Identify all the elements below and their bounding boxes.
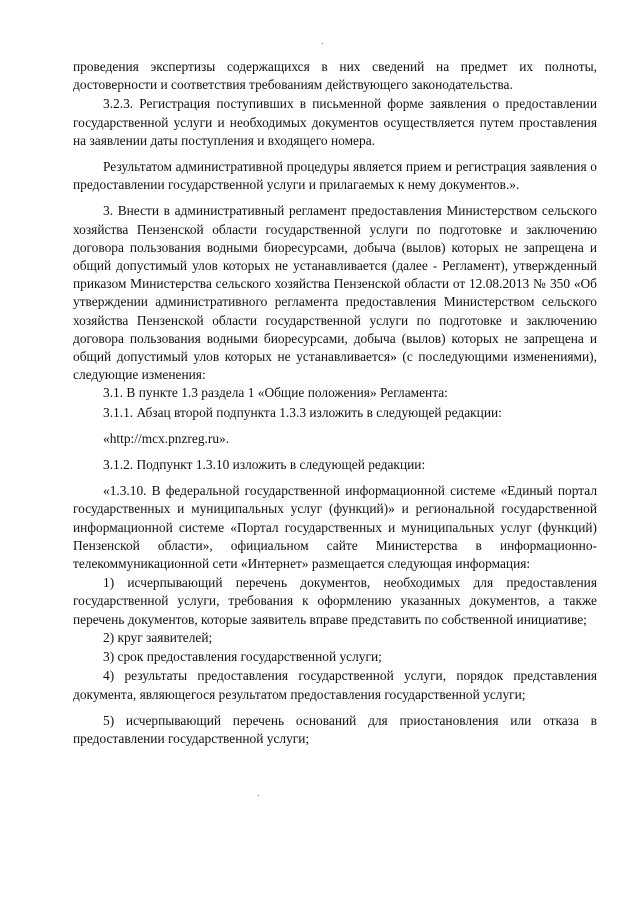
list-item-1: 1) исчерпывающий перечень документов, необходимых для предоставления государственной услуги, требования к оформлению указанных документов, а также перечень документов, которые заявитель вправе представить по собственной инициативе; xyxy=(73,575,597,627)
list-item-5: 5) исчерпывающий перечень оснований для приостановления или отказа в предоставлении государственной услуги; xyxy=(73,712,597,746)
paragraph-url: «http://mcx.pnzreg.ru». xyxy=(103,430,230,446)
paragraph-3-1-1: 3.1.1. Абзац второй подпункта 1.3.3 изложить в следующей редакции: xyxy=(103,404,502,420)
list-item-3: 3) срок предоставления государственной услуги; xyxy=(103,649,382,665)
paragraph-3-1-2: 3.1.2. Подпункт 1.3.10 изложить в следующей редакции: xyxy=(103,457,426,473)
list-item-2: 2) круг заявителей; xyxy=(103,629,213,645)
document-body xyxy=(73,58,597,748)
paragraph-3-amendments: 3. Внести в административный регламент предоставления Министерством сельского хозяйства Пензенской области государственной услуги по подготовке и заключению договора пользования водными биоресурсами, добыча (вылов) которых не запрещена и общий допустимый улов которых не устанавливается (далее - Регламент), утвержденный приказом Министерства сельского хозяйства Пензенской области от 12.08.2013 № 350 «Об утверждении административного регламента предоставления Министерством сельского хозяйства Пензенской области государственной услуги по подготовке и заключению договора пользования водными биоресурсами, добыча (вылов) которых не запрещена и общий допустимый улов которых не устанавливается» (с последующими изменениями), следующие изменения: xyxy=(73,203,597,383)
paragraph-3-2-3: 3.2.3. Регистрация поступивших в письменной форме заявления о предоставлении государственной услуги и необходимых документов осуществляется путем проставления на заявлении даты поступления и входящего номера. xyxy=(73,96,597,148)
paragraph-expertise-continuation: проведения экспертизы содержащихся в них сведений на предмет их полноты, достоверности и соответствия требованиям действующего законодательства. xyxy=(73,59,597,93)
paragraph-3-1: 3.1. В пункте 1.3 раздела 1 «Общие положения» Регламента: xyxy=(103,385,448,401)
scan-speck xyxy=(258,795,259,796)
list-item-4: 4) результаты предоставления государственной услуги, порядок представления документа, являющегося результатом предоставления государственной услуги; xyxy=(73,668,597,702)
scan-speck xyxy=(322,43,323,44)
paragraph-procedure-result: Результатом административной процедуры является прием и регистрация заявления о предоставлении государственной услуги и прилагаемых к нему документов.». xyxy=(73,159,597,193)
paragraph-1-3-10: «1.3.10. В федеральной государственной информационной системе «Единый портал государственных и муниципальных услуг (функций)» и региональной государственной информационной системе «Портал государственных и муниципальных услуг (функций) Пензенской области», официальном сайте Министерства в информационно-телекоммуникационной сети «Интернет» размещается следующая информация: xyxy=(73,483,597,572)
